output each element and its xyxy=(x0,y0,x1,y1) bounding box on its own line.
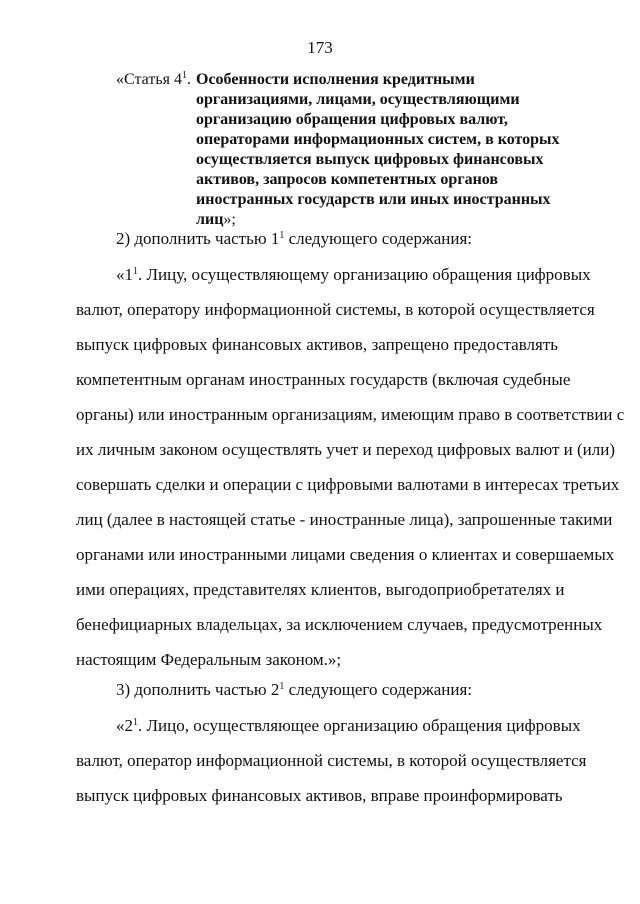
article-title-line xyxy=(196,210,576,230)
paragraph-line: органы) или иностранным организациям, имеющим право в соответствии с xyxy=(76,405,625,424)
article-title-line: иностранных государств или иных иностранных xyxy=(196,191,551,208)
article-title-line: организацию обращения цифровых валют, xyxy=(196,111,508,128)
item-2 xyxy=(116,229,472,249)
paragraph-line: валют, оператор информационной системы, в которой осуществляется xyxy=(76,751,587,770)
paragraph-line: их личным законом осуществлять учет и переход цифровых валют и (или) xyxy=(76,440,616,459)
paragraph-line: ими операциях, представителях клиентов, выгодоприобретателях и xyxy=(76,580,565,599)
article-label-end: . xyxy=(186,71,191,88)
part-1-paragraph xyxy=(76,257,625,677)
paragraph-line: настоящим Федеральным законом.»; xyxy=(76,650,342,669)
article-title-line: осуществляется выпуск цифровых финансовых xyxy=(196,151,544,168)
part-1-first-line: . Лицу, осуществляющему организацию обращения цифровых xyxy=(138,265,591,284)
item-2-sup: 1 xyxy=(279,230,285,241)
item-3-prefix: 3) дополнить частью 2 xyxy=(116,680,280,699)
paragraph-line: органами или иностранными лицами сведения о клиентах и совершаемых xyxy=(76,545,615,564)
part-1-start: «1 xyxy=(116,265,133,284)
article-title-last-word: лиц xyxy=(196,211,224,228)
part-2-sup: 1 xyxy=(133,717,138,728)
paragraph-line: выпуск цифровых финансовых активов, запрещено предоставлять xyxy=(76,335,558,354)
article-title-line: Особенности исполнения кредитными xyxy=(196,71,475,88)
paragraph-line xyxy=(76,257,591,292)
paragraph-line xyxy=(76,708,581,743)
paragraph-line: валют, оператору информационной системы, в которой осуществляется xyxy=(76,300,595,319)
item-3-sup: 1 xyxy=(279,681,285,692)
part-1-sup: 1 xyxy=(133,266,138,277)
article-title xyxy=(196,70,576,230)
item-2-prefix: 2) дополнить частью 1 xyxy=(116,229,280,248)
page-number: 173 xyxy=(307,38,333,57)
paragraph-line: бенефициарных владельцах, за исключением случаев, предусмотренных xyxy=(76,615,603,634)
article-label-sup: 1 xyxy=(181,70,187,81)
part-2-first-line: . Лицо, осуществляющее организацию обращения цифровых xyxy=(138,716,581,735)
item-3 xyxy=(116,680,472,700)
part-2-start: «2 xyxy=(116,716,133,735)
paragraph-line: компетентным органам иностранных государств (включая судебные xyxy=(76,370,571,389)
paragraph-line: лиц (далее в настоящей статье - иностранные лица), запрошенные такими xyxy=(76,510,613,529)
article-title-line: организациями, лицами, осуществляющими xyxy=(196,91,520,108)
article-label-text: «Статья 4 xyxy=(116,71,182,88)
article-heading xyxy=(116,70,576,230)
paragraph-line: совершать сделки и операции с цифровыми валютами в интересах третьих xyxy=(76,475,620,494)
article-title-line: активов, запросов компетентных органов xyxy=(196,171,499,188)
article-title-line: операторами информационных систем, в которых xyxy=(196,131,560,148)
item-2-suffix: следующего содержания: xyxy=(284,229,472,248)
part-2-paragraph xyxy=(76,708,587,813)
article-label xyxy=(116,70,196,230)
paragraph-line: выпуск цифровых финансовых активов, вправе проинформировать xyxy=(76,786,563,805)
item-3-suffix: следующего содержания: xyxy=(284,680,472,699)
article-title-end: »; xyxy=(223,211,236,228)
